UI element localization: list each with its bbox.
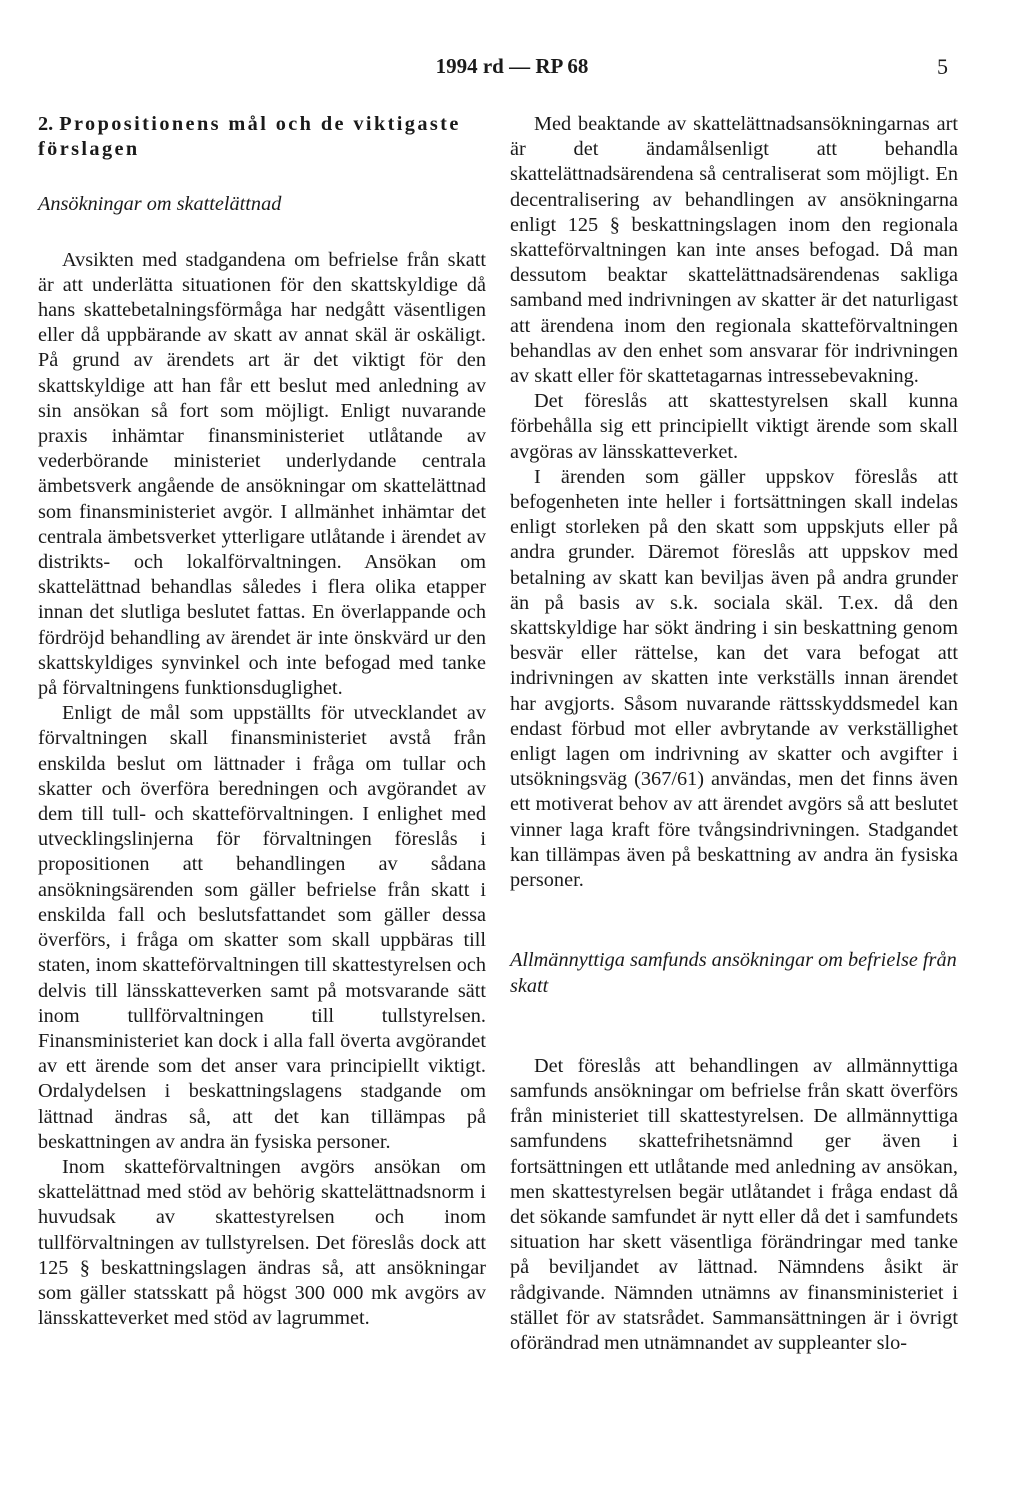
right-column xyxy=(510,112,958,1356)
paragraph: Det föreslås att behandlingen av allmännyttiga samfunds ansökningar om befrielse från skatt överförs från ministeriet till skattestyrelsen. De allmännyttiga samfundens skattefrihetsnämnd ger även i fortsättningen ett utlåtande med anledning av ansökan, men skattestyrelsen begär utlåtandet i fråga endast då det sökande samfundet är nytt eller då det i samfundets situation har skett väsentliga förändringar med tanke på beviljandet av lättnad. Nämndens åsikt är rådgivande. Nämnden utnämns av finansministeriet i stället för av statsrådet. Sammansättningen är i övrigt oförändrad men utnämnandet av suppleanter slo- xyxy=(510,1054,958,1354)
paragraph: I ärenden som gäller uppskov föreslås att befogenheten inte heller i fortsättningen skall indelas enligt storleken på den skatt som uppskjuts eller på andra grunder. Däremot föreslås att uppskov med betalning av skatt kan beviljas även på andra grunder än på basis av s.k. sociala skäl. T.ex. då den skattskyldige har sökt ändring i sin beskattning genom besvär eller rättelse, kan det vara befogat att indrivningen av skatten inte verkställs innan ärendet har avgjorts. Såsom nuvarande rättsskyddsmedel kan endast förbud mot eller avbrytande av verkställighet enligt lagen om indrivning av skatter och avgifter i utsökningsväg (367/61) användas, men det finns även ett motiverat behov av att ärendet avgörs så att beslutet vinner laga kraft före tvångsindrivningen. Stadgandet kan tillämpas även på beskattning av andra än fysiska personer. xyxy=(510,465,958,892)
paragraph: Det föreslås att skattestyrelsen skall kunna förbehålla sig ett principiellt viktigt ärende som skall avgöras av länsskatteverket. xyxy=(510,390,958,463)
running-head: 1994 rd — RP 68 xyxy=(435,54,589,78)
paragraph: Enligt de mål som uppställts för utvecklandet av förvaltningen skall finansministeriet avstå från enskilda beslut om lättnader i fråga om tullar och skatter och överföra beredningen och avgörandet av dem till tull- och skatteförvaltningen. I enlighet med utvecklingslinjerna för förvaltningen föreslås i propositionen att behandlingen av sådana ansökningsärenden som gäller befrielse från skatt i enskilda fall och beslutsfattandet som gäller dessa överförs, i fråga om skatter som skall uppbäras till staten, inom skatteförvaltningen till skattestyrelsen och delvis till länsskatteverken samt på motsvarande sätt inom tullförvaltningen till tullstyrelsen. Finansministeriet kan dock i alla fall överta avgörandet av ett ärende som det anser vara principiellt viktigt. Ordalydelsen i beskattningslagens stadgande om lättnad ändras så, att det kan tillämpas på beskattningen av andra än fysiska personer. xyxy=(38,702,486,1153)
section-number: 2. xyxy=(38,113,54,135)
left-column xyxy=(38,112,486,1331)
subheading-skattelattnad: Ansökningar om skattelättnad xyxy=(38,193,282,216)
page-number: 5 xyxy=(937,54,948,79)
paragraph: Inom skatteförvaltningen avgörs ansökan om skattelättnad med stöd av behörig skattelättnadsnorm i huvudsak av skattestyrelsen och inom tullförvaltningen av tullstyrelsen. Det föreslås dock att 125 § beskattningslagen ändras så, att ansökningar som gäller statsskatt på högst 300 000 mk avgörs av länsskatteverket med stöd av lagrummet. xyxy=(38,1155,486,1330)
paragraph: Med beaktande av skattelättnadsansökningarnas art är det ändamålsenligt att behandla skattelättnadsärendena så centraliserat som möjligt. En decentralisering av behandlingen av ansökningarna enligt 125 § beskattningslagen inom den regionala skatteförvaltningen kan inte anses befogad. Då man dessutom beaktar skattelättnadsärendenas sakliga samband med indrivningen av skatter är det naturligast att ärendena inom den regionala skatteförvaltningen behandlas av den enhet som ansvarar för indrivningen av skatt eller för skattetagarnas intressebevakning. xyxy=(510,113,958,388)
paragraph: Avsikten med stadgandena om befrielse från skatt är att underlätta situationen för den skattskyldige då hans skattebetalningsförmåga har nedgått väsentligen eller då uppbärande av skatt av annat skäl är oskäligt. På grund av ärendets art är det viktigt för den skattskyldige att han får ett beslut med anledning av sin ansökan så fort som möjligt. Enligt nuvarande praxis inhämtar finansministeriet utlåtande av vederbörande ministeriet underlydande centrala ämbetsverk angående de ansökningar om skattelättnad som finansministeriet avgör. I allmänhet inhämtar det centrala ämbetsverket ytterligare utlåtande i ärendet av distrikts- och lokalförvaltningen. Ansökan om skattelättnad behandlas således i flera olika etapper innan det slutliga beslutet fattas. En överlappande och fördröjd behandling av ärendet är inte önskvärd ur den skattskyldiges synvinkel och inte befogad med tanke på förvaltningens funktionsduglighet. xyxy=(38,248,486,700)
section-heading xyxy=(38,112,486,162)
subheading-samfund: Allmännyttiga samfunds ansökningar om befrielse från skatt xyxy=(510,949,957,997)
page-header xyxy=(0,54,1024,86)
section-title: Propositionens mål och de viktigaste förslagen xyxy=(38,113,461,161)
